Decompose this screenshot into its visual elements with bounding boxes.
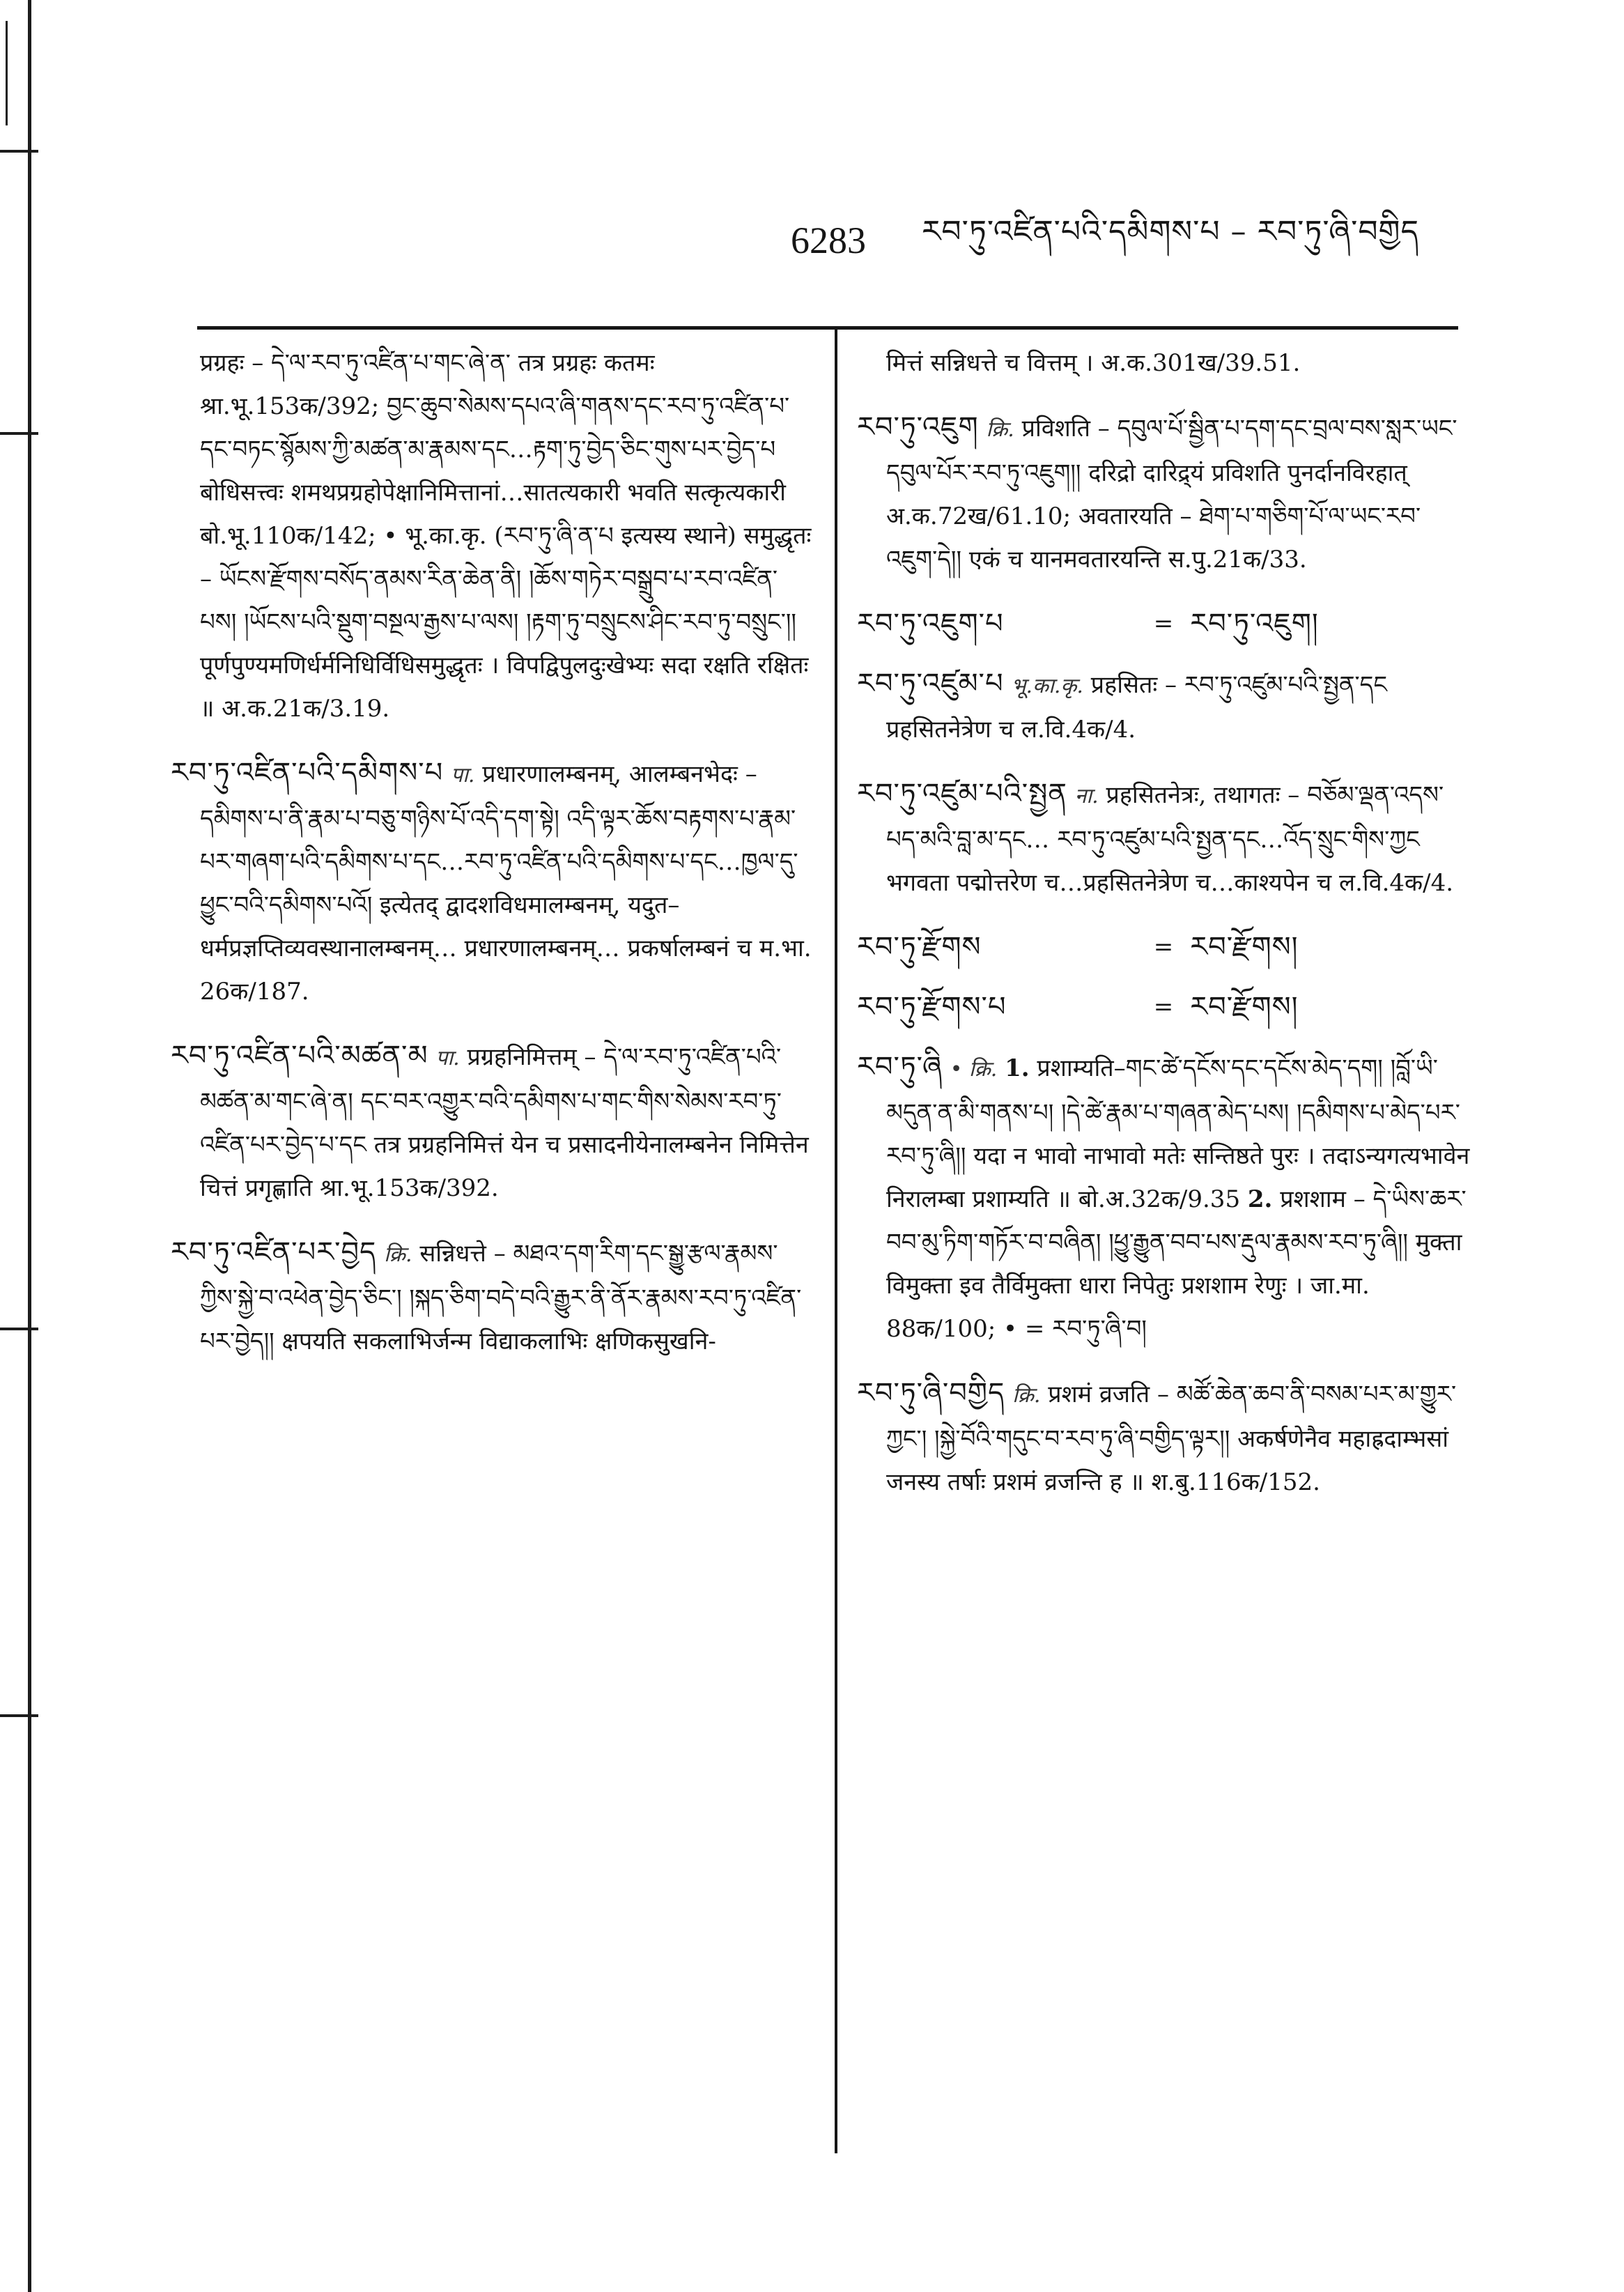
entry-body: प्रहसितः – རབ་ཏུ་འཛུམ་པའི་སྤྱན་དང प्रहसितनेत्रेण च ल.वि.4क/4. — [886, 671, 1387, 744]
entry-continuation — [857, 341, 1470, 385]
entry-continuation — [171, 341, 812, 730]
dictionary-entry — [171, 751, 812, 1013]
grammar-tag: भू.का.कृ. — [1011, 674, 1083, 698]
entry-body: प्रशशाम – དེ་ཡིས་ཆར་བབ་མུ་ཏིག་གཏོར་བ་བཞིན། །ཕྱུ་རྒྱུན་བབ་པས་རྡུལ་རྣམས་རབ་ཏུ་ཞི།། मुक्ता विमुक्ता इव तैर्विमुक्ता धारा निपेतुः प्रशशाम रेणुः । जा.मा. 88क/100; • = རབ་ཏུ་ཞི་བ། — [886, 1185, 1467, 1343]
entry-headword: རབ་ཏུ་རྫོགས — [857, 931, 982, 963]
cross-reference — [857, 985, 1470, 1029]
dictionary-entry — [857, 662, 1470, 751]
xref-target: རབ་ཏུ་འཇུག། — [1190, 608, 1319, 640]
grammar-tag: • क्रि. — [950, 1057, 998, 1082]
equals-sign: = — [1153, 993, 1174, 1021]
grammar-tag: ना. — [1074, 784, 1099, 808]
entry-body: प्रविशति – དབུལ་པོ་སྦྱིན་པ་དག་དང་བྲལ་བས་སླར་ཡང་དབུལ་པོར་རབ་ཏུ་འཇུག།། दरिद्रो दारिद्र्यं प्रविशति पुनर्दानविरहात् अ.क.72ख/61.10; अवतारयति – ཐེག་པ་གཅིག་པོ་ལ་ཡང་རབ་འཇུག་དེ།། एकं च यानमवतारयन्ति स.पु.21क/33. — [886, 415, 1457, 574]
entry-body: सन्निधत्ते – མཐའ་དག་རིག་དང་སྒྱུ་རྩལ་རྣམས་ཀྱིས་སྐྱེ་བ་འཕེན་བྱེད་ཅིང་། །སྐད་ཅིག་བདེ་བའི་རྒྱུར་ནི་ནོར་རྣམས་རབ་ཏུ་འཛིན་པར་བྱེད།། क्षपयति सकलाभिर्जन्म विद्याकलाभिः क्षणिकसुखनि- — [200, 1240, 802, 1355]
entry-body: प्रग्रहनिमित्तम् – དེ་ལ་རབ་ཏུ་འཛིན་པའི་མཚན་མ་གང་ཞེ་ན། དང་བར་འགྱུར་བའི་དམིགས་པ་གང་གིས་སེམས་རབ་ཏུ་འཛིན་པར་བྱེད་པ་དང तत्र प्रग्रहनिमित्तं येन च प्रसादनीयेनालम्बनेन निमित्तेन चित्तं प्रगृह्णाति श्रा.भू.153क/392. — [200, 1043, 809, 1202]
binding-edge — [0, 0, 42, 2292]
left-column — [171, 341, 812, 1384]
sense-number: 1. — [1005, 1054, 1030, 1082]
column-divider — [835, 328, 837, 2153]
dictionary-entry — [171, 1231, 812, 1363]
entry-body: प्रग्रहः – དེ་ལ་རབ་ཏུ་འཛིན་པ་གང་ཞེ་ན་ तत्र प्रग्रहः कतमः श्रा.भू.153क/392; བྱང་ཆུབ་སེམས་དཔའ་ཞི་གནས་དང་རབ་ཏུ་འཛིན་པ་དང་བཏང་སྙོམས་ཀྱི་མཚན་མ་རྣམས་དང…རྟག་ཏུ་བྱེད་ཅིང་གུས་པར་བྱེད་པ बोधिसत्त्वः शमथप्रग्रहोपेक्षानिमित्तानां…सातत्यकारी भवति सत्कृत्यकारी बो.भू.110क/142; • भू.का.कृ. (རབ་ཏུ་ཞི་ན་པ इत्यस्य स्थाने) समुद्धृतः – ཡོངས་རྫོགས་བསོད་ནམས་རིན་ཆེན་ནི། །ཆོས་གཏེར་བསྒྲུབ་པ་རབ་འཛིན་པས། །ཡོངས་པའི་སྡུག་བསྔལ་རྒྱས་པ་ལས། །རྟག་ཏུ་བསྲུངས་ཤིང་རབ་ཏུ་བསྲུང་།། पूर्णपुण्यमणिर्धर्मनिधिर्विधिसमुद्धृतः । विपद्विपुलदुःखेभ्यः सदा रक्षति रक्षितः ॥ अ.क.21क/3.19. — [200, 349, 812, 723]
dictionary-entry — [857, 1045, 1470, 1351]
grammar-tag: क्रि. — [1012, 1383, 1041, 1408]
entry-body: मित्तं सन्निधत्ते च वित्तम् । अ.क.301ख/39.51. — [886, 349, 1301, 377]
entry-body: प्रशमं व्रजति – མཚོ་ཆེན་ཆབ་ནི་བསམ་པར་མ་གྱུར་ཀྱང་། །སྐྱེ་བོའི་གདུང་བ་རབ་ཏུ་ཞི་བགྱིད་ལྟར།། अकर्षणेनैव महाह्रदाम्भसां जनस्य तर्षाः प्रशमं व्रजन्ति ह ॥ श.बु.116क/152. — [886, 1380, 1457, 1496]
entry-headword: རབ་ཏུ་འཇུག — [857, 411, 979, 443]
xref-target: རབ་རྫོགས། — [1190, 931, 1299, 963]
entry-headword: རབ་ཏུ་རྫོགས་པ — [857, 991, 1007, 1023]
cross-reference — [857, 925, 1470, 969]
entry-headword: རབ་ཏུ་འཇུག་པ — [857, 608, 1004, 640]
equals-sign: = — [1153, 933, 1174, 961]
dictionary-entry — [857, 406, 1470, 581]
grammar-tag: पा. — [451, 763, 475, 787]
right-column — [857, 341, 1470, 1525]
entry-headword: རབ་ཏུ་འཛུམ་པ — [857, 668, 1004, 700]
entry-headword: རབ་ཏུ་ཞི — [857, 1051, 943, 1083]
xref-target: རབ་རྫོགས། — [1190, 991, 1299, 1023]
grammar-tag: पा. — [435, 1046, 460, 1070]
entry-body: प्रधारणालम्बनम्, आलम्बनभेदः – དམིགས་པ་ནི་རྣམ་པ་བཅུ་གཉིས་པོ་འདི་དག་སྟེ། འདི་ལྟར་ཆོས་བརྟགས་པ་རྣམ་པར་གཞག་པའི་དམིགས་པ་དང…རབ་ཏུ་འཛིན་པའི་དམིགས་པ་དང…ཁྱལ་དུ་ཕྱུང་བའི་དམིགས་པའོ། इत्येतद् द्वादशविधमालम्बनम्, यदुत–धर्मप्रज्ञप्तिव्यवस्थानालम्बनम्… प्रधारणालम्बनम्… प्रकर्षालम्बनं च म.भा. 26क/187. — [200, 760, 812, 1006]
sense-number: 2. — [1247, 1185, 1273, 1213]
dictionary-entry — [857, 1371, 1470, 1504]
cross-reference — [857, 602, 1470, 645]
equals-sign: = — [1153, 610, 1174, 638]
grammar-tag: क्रि. — [986, 417, 1014, 442]
entry-headword: རབ་ཏུ་འཛིན་པའི་དམིགས་པ — [171, 757, 444, 789]
entry-body: प्रशाम्यति–གང་ཚེ་དངོས་དང་དངོས་མེད་དག། །བློ་ཡི་མདུན་ན་མི་གནས་པ། །དེ་ཚེ་རྣམ་པ་གཞན་མེད་པས། །དམིགས་པ་མེད་པར་རབ་ཏུ་ཞི།། यदा न भावो नाभावो मतेः सन्तिष्ठते पुरः । तदाऽन्यगत्यभावेन निरालम्बा प्रशाम्यति ॥ बो.अ.32क/9.35 — [886, 1054, 1470, 1213]
header-rule — [197, 326, 1458, 330]
grammar-tag: क्रि. — [384, 1243, 412, 1267]
entry-headword: རབ་ཏུ་འཛིན་པའི་མཚན་མ — [171, 1040, 428, 1072]
dictionary-entry — [171, 1034, 812, 1210]
entry-headword: རབ་ཏུ་ཞི་བགྱིད — [857, 1377, 1005, 1409]
running-head: རབ་ཏུ་འཛིན་པའི་དམིགས་པ – རབ་ཏུ་ཞི་བགྱིད — [922, 214, 1419, 249]
page-header — [791, 209, 1487, 272]
entry-body: प्रहसितनेत्रः, तथागतः – བཅོམ་ལྡན་འདས་པད་མའི་བླ་མ་དང… རབ་ཏུ་འཛུམ་པའི་སྤྱན་དང…འོད་སྲུང་གིས་ཀྱང भगवता पद्मोत्तरेण च…प्रहसितनेत्रेण च…काश्यपेन च ल.वि.4क/4. — [886, 781, 1454, 897]
page-number: 6283 — [791, 220, 866, 261]
entry-headword: རབ་ཏུ་འཛུམ་པའི་སྤྱན — [857, 778, 1067, 810]
entry-headword: རབ་ཏུ་འཛིན་པར་བྱེད — [171, 1236, 377, 1268]
dictionary-entry — [857, 772, 1470, 905]
